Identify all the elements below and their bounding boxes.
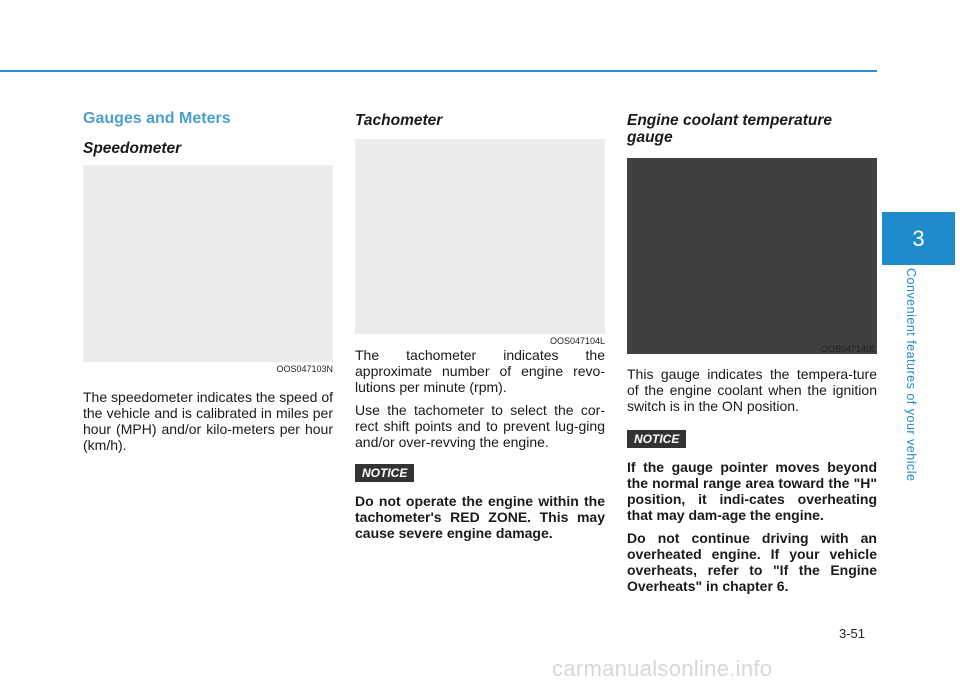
tachometer-notice-text: Do not operate the engine within the tachometer's RED ZONE. This may cause severe engine damage.: [355, 493, 605, 541]
tachometer-title: Tachometer: [355, 112, 443, 129]
page-number: 3-51: [839, 626, 866, 641]
tachometer-notice-badge: NOTICE: [355, 464, 414, 482]
tachometer-paragraph-2: Use the tachometer to select the cor-rect shift points and to prevent lug-ging and/or over-revving the engine.: [355, 402, 605, 450]
header-rule: [0, 70, 877, 72]
speedometer-figure: [83, 165, 333, 374]
column-speedometer: [83, 108, 333, 460]
tachometer-figure: [355, 139, 605, 346]
column-coolant: [627, 108, 877, 601]
watermark: carmanualsonline.info: [552, 656, 773, 681]
column-tachometer: [355, 108, 605, 548]
chapter-number-tab: 3: [882, 212, 955, 265]
chapter-title-vertical: [904, 268, 918, 508]
coolant-notice-text-2: Do not continue driving with an overheated engine. If your vehicle overheats, refer to "If the Engine Overheats" in chapter 6.: [627, 530, 877, 594]
coolant-title: Engine coolant temperature gauge: [627, 112, 832, 146]
speedometer-title: Speedometer: [83, 140, 182, 157]
speedometer-paragraph: The speedometer indicates the speed of the vehicle and is calibrated in miles per hour (MPH) and/or kilo-meters per hour (km/h).: [83, 389, 333, 453]
coolant-figure-code: OOS047140L: [820, 344, 876, 354]
section-title: Gauges and Meters: [83, 110, 231, 127]
tachometer-paragraph-1: The tachometer indicates the approximate number of engine revo-lutions per minute (rpm).: [355, 347, 605, 395]
coolant-figure: [627, 158, 877, 354]
speedometer-figure-code: OOS047103N: [276, 364, 333, 374]
coolant-paragraph: This gauge indicates the tempera-ture of the engine coolant when the ignition switch is in the ON position.: [627, 366, 877, 414]
coolant-notice-text-1: If the gauge pointer moves beyond the normal range area toward the "H" position, it indi-cates overheating that may dam-age the engine.: [627, 459, 877, 523]
coolant-notice-badge: NOTICE: [627, 430, 686, 448]
chapter-title-text: Convenient features of your vehicle: [904, 268, 918, 482]
tachometer-figure-code: OOS047104L: [549, 336, 605, 346]
